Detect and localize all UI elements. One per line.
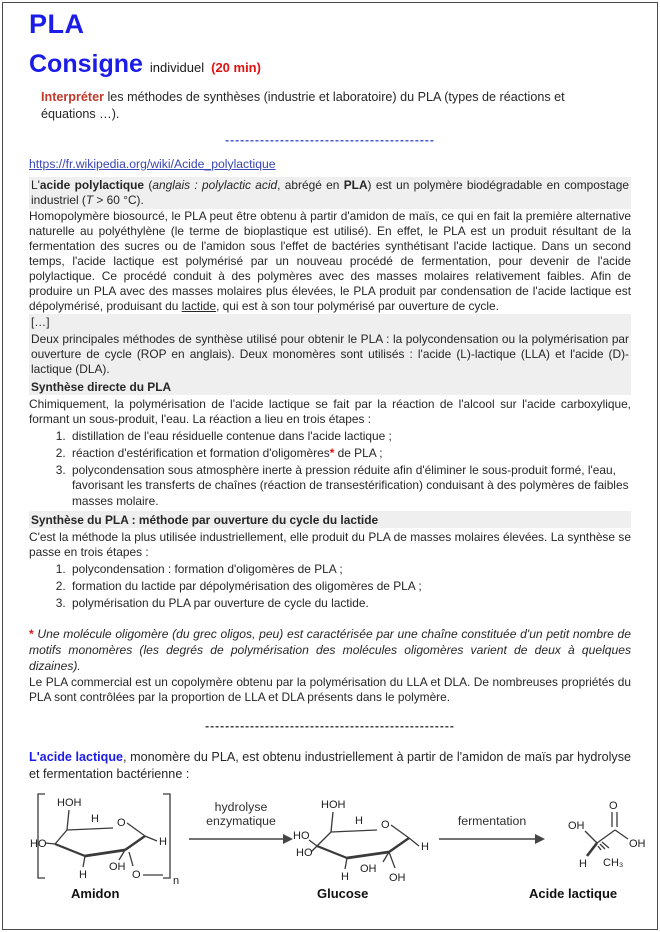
lactic-acid-structure	[551, 798, 646, 876]
fermentation-label: fermentation	[457, 813, 527, 828]
list-item: 1. distillation de l'eau résiduelle contenue dans l'acide lactique ;	[69, 429, 631, 444]
work-mode-label: individuel	[149, 60, 205, 75]
svg-text:O: O	[132, 868, 141, 881]
wiki-link[interactable]: https://fr.wikipedia.org/wiki/Acide_polylactique	[29, 156, 276, 171]
direct-synthesis-steps	[29, 429, 631, 509]
svg-text:OH: OH	[568, 819, 585, 832]
svg-text:HOH: HOH	[57, 796, 82, 809]
list-item: 1. polycondensation : formation d'oligomères de PLA ;	[69, 562, 631, 577]
glucose-label: Glucose	[317, 885, 369, 901]
svg-text:OH: OH	[109, 860, 126, 873]
lactic-acid-intro: L'acide lactique, monomère du PLA, est obtenu industriellement à partir de l'amidon de maïs par hydrolyse et fermentation bactérienne :	[29, 749, 631, 782]
svg-text:H: H	[579, 857, 587, 870]
ellipsis-marker: […]	[29, 314, 631, 331]
reaction-scheme-diagram	[29, 788, 646, 916]
svg-text:HOH: HOH	[321, 798, 346, 811]
svg-text:HO: HO	[30, 837, 47, 850]
duration-badge: (20 min)	[211, 60, 261, 75]
glucose-structure	[293, 790, 429, 886]
reaction-arrow-icon	[437, 832, 547, 846]
svg-text:n: n	[173, 874, 180, 887]
svg-text:HO: HO	[293, 829, 310, 842]
svg-text:O: O	[117, 816, 126, 829]
svg-text:H: H	[79, 868, 87, 881]
svg-text:H: H	[341, 870, 349, 883]
amidon-label: Amidon	[71, 885, 120, 901]
rop-synthesis-intro: C'est la méthode la plus utilisée industriellement, elle produit du PLA de masses molaires élevées. La synthèse se passe en trois étapes :	[29, 529, 631, 559]
reaction-arrow-icon	[187, 832, 295, 846]
section-heading-direct-synthesis: Synthèse directe du PLA	[29, 378, 631, 395]
hydrolysis-label: hydrolyse enzymatique	[206, 799, 276, 828]
list-item: 3. polycondensation sous atmosphère inerte à pression réduite afin d'éliminer le sous-produit formé, l'eau, favorisant les transferts de chaînes (réaction de transestérification) conduisant à des polymères de faibles masses molaire.	[69, 463, 631, 509]
svg-text:O: O	[609, 799, 618, 812]
document-page	[2, 2, 658, 930]
consigne-heading-row	[29, 50, 631, 79]
svg-text:H: H	[159, 835, 167, 848]
svg-text:OH: OH	[629, 837, 646, 850]
svg-text:H: H	[91, 812, 99, 825]
svg-text:H: H	[355, 814, 363, 827]
task-paragraph: Interpréter les méthodes de synthèses (industrie et laboratoire) du PLA (types de réactions et équations …).	[41, 90, 565, 122]
amidon-structure	[29, 788, 189, 886]
svg-text:O: O	[381, 818, 390, 831]
svg-text:H: H	[421, 840, 429, 853]
wiki-link-line	[29, 157, 631, 171]
svg-text:HO: HO	[296, 846, 313, 859]
rop-synthesis-steps	[29, 562, 631, 612]
page-title: PLA	[29, 9, 85, 39]
lactic-acid-label: Acide lactique	[529, 885, 618, 901]
svg-text:CH₃: CH₃	[603, 856, 624, 869]
separator-dashed-bottom: --------------------------------------------------	[205, 718, 455, 733]
consigne-heading: Consigne	[29, 50, 143, 78]
svg-text:OH: OH	[389, 871, 406, 884]
separator-dashed-top: ------------------------------------------	[225, 132, 435, 147]
wiki-paragraph-definition: L'acide polylactique (anglais : polylactic acid, abrégé en PLA) est un polymère biodégradable en compostage industriel (T > 60 °C).	[31, 177, 629, 207]
section-heading-rop-synthesis: Synthèse du PLA : méthode par ouverture du cycle du lactide	[29, 511, 631, 528]
list-item: 3. polymérisation du PLA par ouverture de cycle du lactide.	[69, 596, 631, 611]
oligomer-footnote: * Une molécule oligomère (du grec oligos, peu) est caractérisée par une chaîne constituée d'un petit nombre de motifs monomères (les degrés de polymérisation des molécules oligomères varient de deux à quelques dizaines).	[29, 626, 631, 674]
svg-text:OH: OH	[360, 862, 377, 875]
wiki-paragraph-methods: Deux principales méthodes de synthèse utilisé pour obtenir le PLA : la polycondensation ou la polymérisation par ouverture de cycle (ROP en anglais). Deux monomères sont utilisés : l'acide (L)-lactique (LLA) et l'acide (D)-lactique (DLA).	[31, 331, 629, 376]
list-item: 2. réaction d'estérification et formation d'oligomères* de PLA ;	[69, 446, 631, 461]
wiki-paragraph-origin: Homopolymère biosourcé, le PLA peut être obtenu à partir d'amidon de maïs, ce qui en fait la première alternative naturelle au polyéthylène (le terme de bioplastique est utilisé). En effet, le PLA est un produit résultant de la fermentation des sucres ou de l'amidon sous l'effet de bactéries synthétisant l'acide lactique. Dans un second temps, l'acide lactique est polymérisé par un nouveau procédé de fermentation, pour devenir de l'acide polylactique. Ce procédé conduit à des polymères avec des masses molaires relativement faibles. Afin de produire un PLA avec des masses molaires plus élevées, le PLA produit par condensation de l'acide lactique est dépolymérisé, produisant du lactide, qui est à son tour polymérisé par ouverture de cycle.	[29, 208, 631, 313]
commercial-pla-paragraph: Le PLA commercial est un copolymère obtenu par la polymérisation du LLA et DLA. De nombreuses propriétés du PLA sont contrôlées par la proportion de LLA et DLA présents dans le polymère.	[29, 674, 631, 704]
direct-synthesis-intro: Chimiquement, la polymérisation de l'acide lactique se fait par la réaction de l'alcool sur l'acide carboxylique, formant un sous-produit, l'eau. La réaction a lieu en trois étapes :	[29, 396, 631, 426]
list-item: 2. formation du lactide par dépolymérisation des oligomères de PLA ;	[69, 579, 631, 594]
